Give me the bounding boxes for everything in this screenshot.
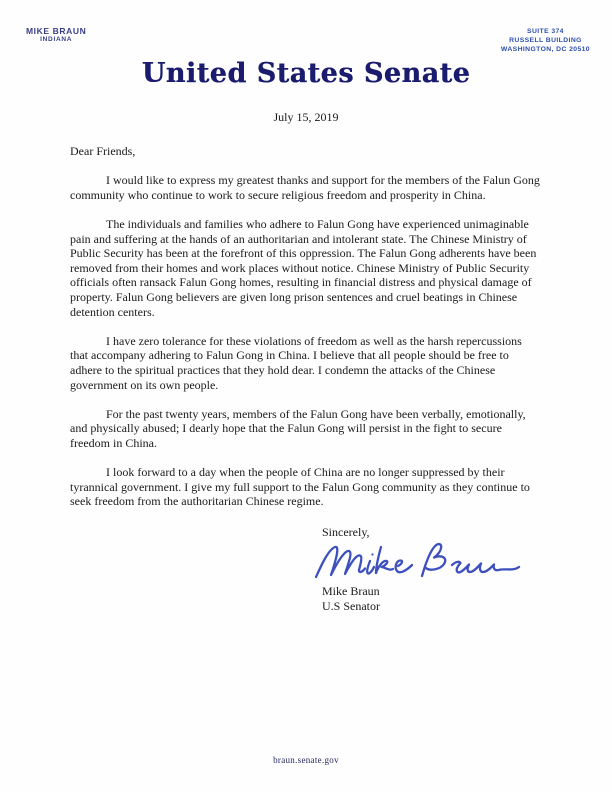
sender-state: INDIANA bbox=[40, 36, 73, 43]
signature-ink-svg bbox=[312, 540, 522, 584]
signer-name: Mike Braun bbox=[322, 584, 380, 599]
letter-date: July 15, 2019 bbox=[273, 110, 339, 124]
footer-website: braun.senate.gov bbox=[273, 755, 339, 765]
paragraph-2: The individuals and families who adhere to Falun Gong have experienced unimaginable pain and suffering at the hands of an authoritarian and intolerant state. The Chinese Ministry of Public Security has been at the forefront of this oppression. The Falun Gong adherents have been removed from their homes and work places without notice. Chinese Ministry of Public Security officials often ransack Falun Gong homes, resulting in financial distress and physical damage of property. Falun Gong believers are given long prison sentences and cruel beatings in Chinese detention centers. bbox=[70, 216, 537, 319]
closing-word: Sincerely, bbox=[322, 524, 370, 539]
signer-title: U.S Senator bbox=[322, 599, 380, 614]
closing-block bbox=[322, 525, 540, 614]
masthead-title: United States Senate bbox=[141, 58, 471, 89]
paragraph-1: I would like to express my greatest thanks and support for the members of the Falun Gong community who continue to work to secure religious freedom and prosperity in China. bbox=[70, 173, 540, 202]
address-line-suite: SUITE 374 bbox=[527, 28, 564, 35]
letter-body bbox=[70, 144, 540, 614]
address-line-building: RUSSELL BUILDING bbox=[509, 37, 582, 44]
letterhead bbox=[0, 0, 612, 100]
handwritten-signature bbox=[312, 540, 540, 584]
sender-name: MIKE BRAUN bbox=[26, 26, 87, 36]
address-line-city: WASHINGTON, DC 20510 bbox=[500, 46, 590, 53]
paragraph-4: For the past twenty years, members of the Falun Gong have been verbally, emotionally, and physically abused; I dearly hope that the Falun Gong will persist in the fight to secure freedom in China. bbox=[70, 406, 526, 450]
paragraph-3: I have zero tolerance for these violations of freedom as well as the harsh repercussions that accompany adhering to Falun Gong in China. I believe that all people should be free to adhere to the spiritual practices that they hold dear. I condemn the attacks of the Chinese government on its own people. bbox=[70, 333, 522, 392]
paragraph-5: I look forward to a day when the people of China are no longer suppressed by their tyrannical government. I give my full support to the Falun Gong community as they continue to seek freedom from the authoritarian Chinese regime. bbox=[70, 465, 530, 509]
sender-block bbox=[26, 26, 86, 44]
address-block bbox=[501, 27, 590, 54]
salutation: Dear Friends, bbox=[70, 144, 136, 158]
